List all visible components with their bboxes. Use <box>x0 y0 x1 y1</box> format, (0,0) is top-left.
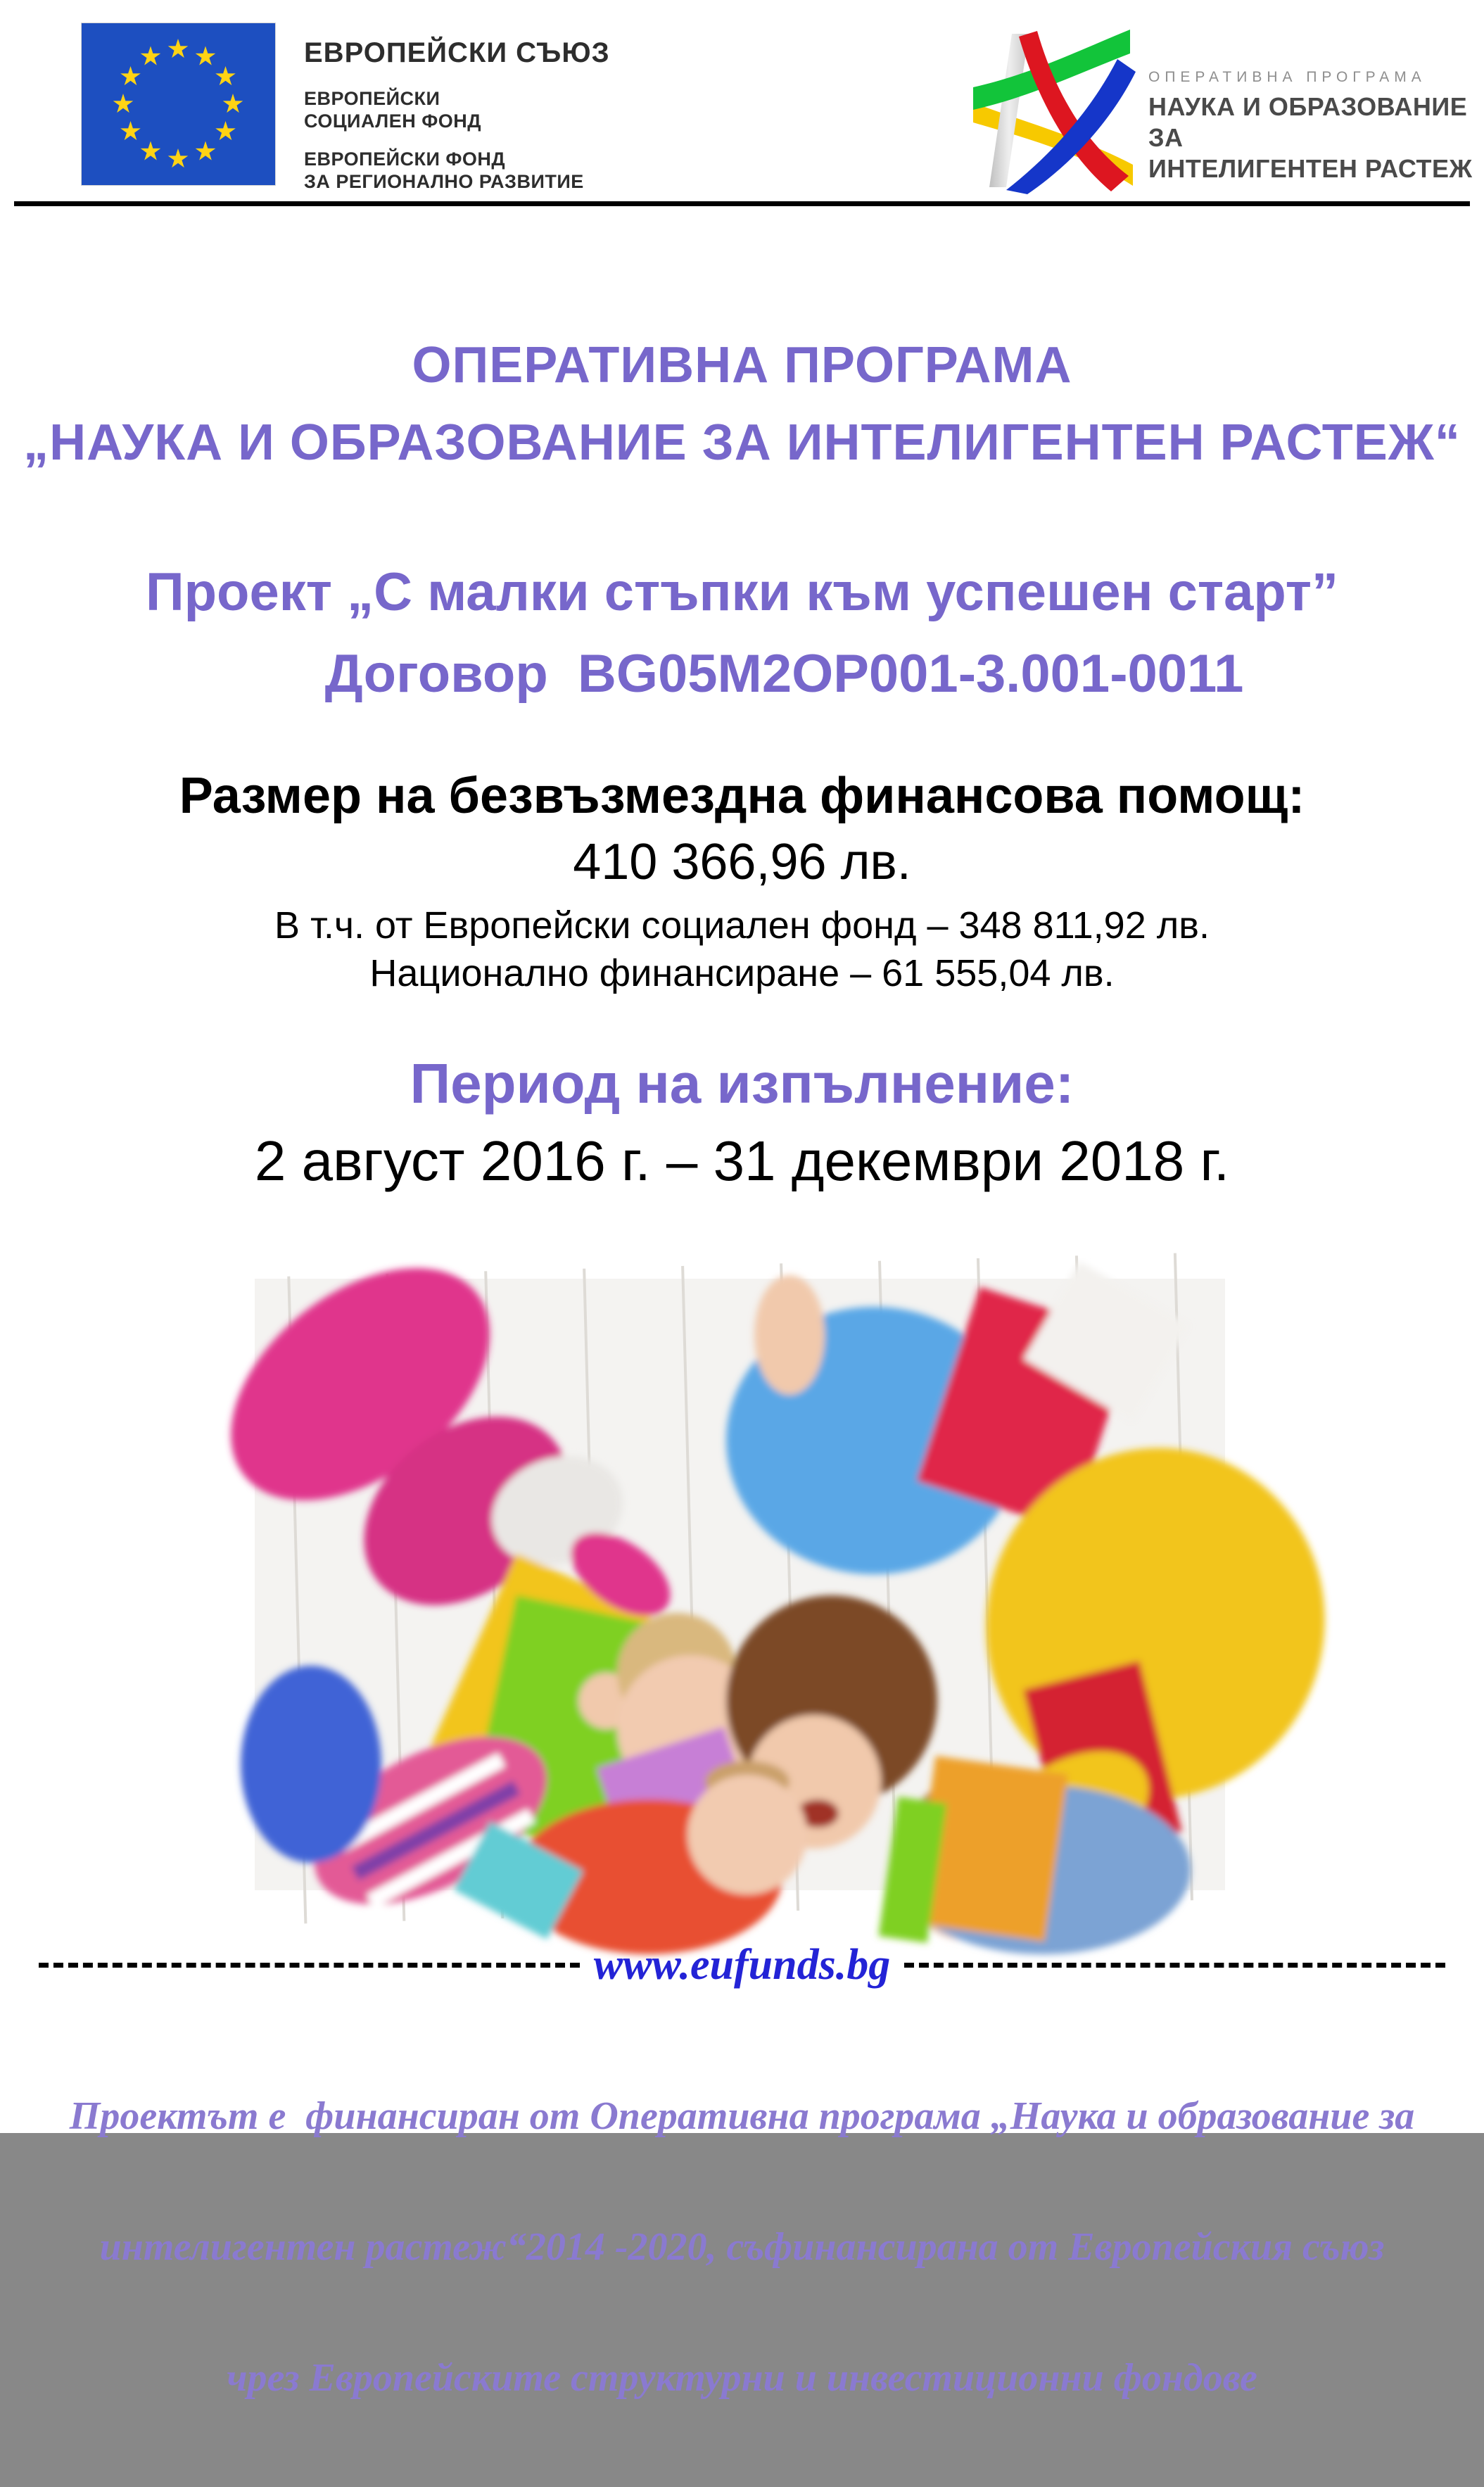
eu-union-label: ЕВРОПЕЙСКИ СЪЮЗ <box>304 37 610 68</box>
dashed-line-right <box>904 1963 1445 1968</box>
children-lying-with-books-photo <box>255 1279 1225 1890</box>
grant-esf-share: В т.ч. от Европейски социален фонд – 348 811,92 лв. <box>274 904 1210 947</box>
header-divider <box>14 201 1470 206</box>
eufunds-separator <box>39 1937 1445 1993</box>
erdf-label-line2: ЗА РЕГИОНАЛНО РАЗВИТИЕ <box>304 170 584 192</box>
grant-national-share: Национално финансиране – 61 555,04 лв. <box>369 952 1115 994</box>
op-kicker-label: ОПЕРАТИВНА ПРОГРАМА <box>1148 69 1426 85</box>
program-title-line1: ОПЕРАТИВНА ПРОГРАМА <box>412 337 1072 393</box>
funding-statement-line2: интелигентен растеж“2014 -2020, съфинансирана от Европейския съюз <box>99 2225 1385 2269</box>
op-name-line1: НАУКА И ОБРАЗОВАНИЕ ЗА <box>1148 92 1468 152</box>
period-label: Период на изпълнение: <box>410 1052 1074 1115</box>
dashed-line-left <box>39 1963 580 1968</box>
grant-amount-label: Размер на безвъзмездна финансова помощ: <box>179 768 1305 824</box>
eufunds-link[interactable]: www.eufunds.bg <box>593 1940 891 1989</box>
funding-statement-line1: Проектът е финансиран от Оперативна програма „Наука и образование за <box>69 2094 1415 2138</box>
erdf-label-line1: ЕВРОПЕЙСКИ ФОНД <box>304 148 506 170</box>
eu-logo-text <box>304 37 670 194</box>
period-dates: 2 август 2016 г. – 31 декември 2018 г. <box>254 1129 1230 1192</box>
project-contract-number: Договор BG05M2OP001-3.001-0011 <box>324 644 1244 704</box>
op-noir-ribbons-icon <box>970 18 1135 193</box>
esf-label-line2: СОЦИАЛЕН ФОНД <box>304 110 482 132</box>
grant-amount-value: 410 366,96 лв. <box>573 834 911 890</box>
op-name-line2: ИНТЕЛИГЕНТЕН РАСТЕЖ <box>1148 154 1473 183</box>
funding-statement-line3: чрез Европейските структурни и инвестиционни фондове <box>227 2356 1257 2400</box>
program-title-line2: „НАУКА И ОБРАЗОВАНИЕ ЗА ИНТЕЛИГЕНТЕН РАСТЕЖ“ <box>23 414 1461 471</box>
project-title: Проект „С малки стъпки към успешен старт” <box>145 562 1339 622</box>
op-logo-text <box>1148 69 1479 184</box>
eu-flag-icon <box>81 23 276 186</box>
funding-statement <box>0 2007 1484 2487</box>
esf-label-line1: ЕВРОПЕЙСКИ <box>304 88 440 110</box>
